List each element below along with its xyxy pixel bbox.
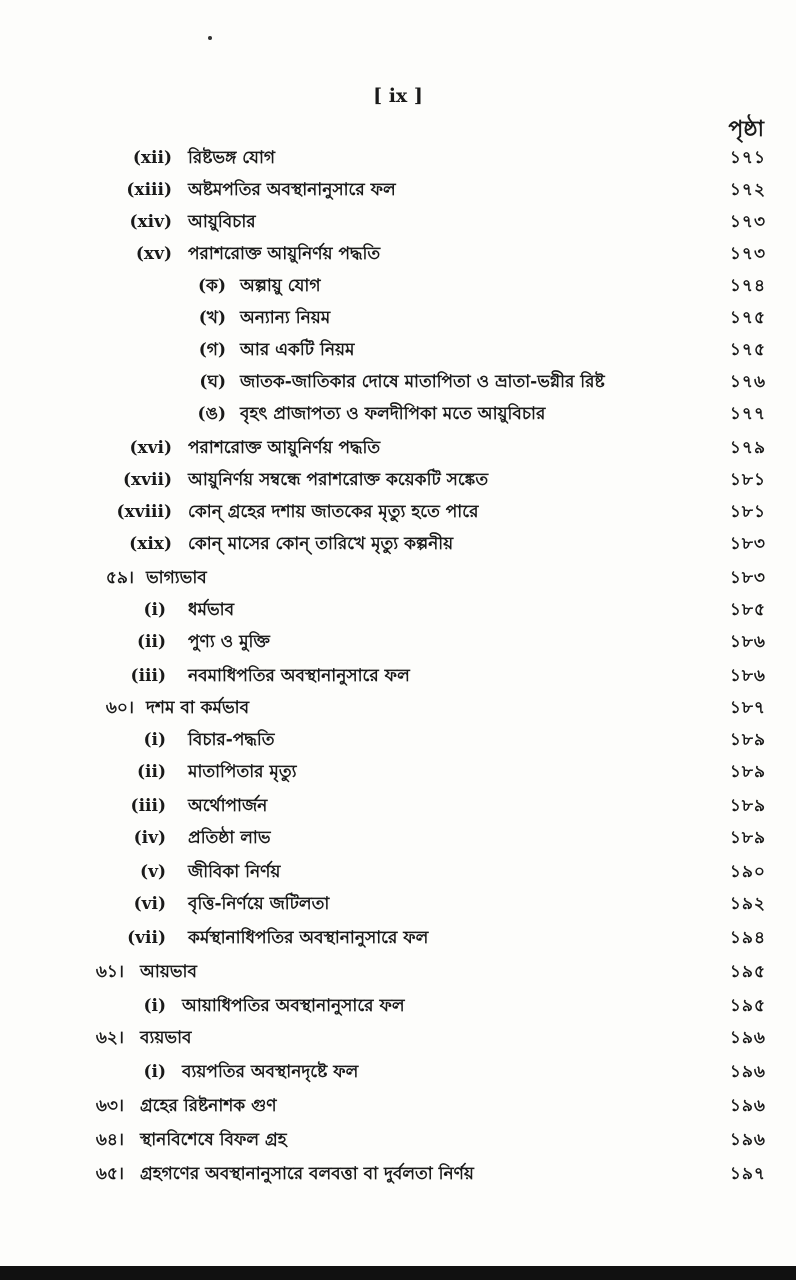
toc-entry-number: ৬৫।	[95, 1164, 124, 1184]
toc-entry-title: আয়াধিপতির অবস্থানানুসারে ফল	[182, 996, 405, 1016]
toc-entry-page: ১৮৯	[729, 730, 766, 750]
toc-entry	[0, 398, 796, 430]
toc-entry-title: ব্যয়ভাব	[140, 1028, 192, 1048]
toc-entry-number: (iv)	[133, 828, 166, 848]
toc-entry	[0, 790, 796, 822]
toc-entry	[0, 528, 796, 560]
toc-entry-page: ১৯৫	[729, 996, 766, 1016]
toc-entry	[0, 1090, 796, 1122]
toc-entry-number: ৬২।	[95, 1028, 124, 1048]
toc-entry-page: ১৭১	[729, 148, 766, 168]
ink-speck	[208, 36, 212, 40]
toc-entry-page: ১৭৪	[729, 276, 766, 296]
toc-entry-page: ১৭৯	[729, 438, 766, 458]
toc-entry-number: (ঙ)	[197, 404, 226, 424]
page-column-heading: পৃষ্ঠা	[728, 117, 764, 142]
toc-entry-title: পুণ্য ও মুক্তি	[188, 632, 270, 652]
toc-entry-title: অর্থোপার্জন	[188, 796, 268, 816]
toc-entry-page: ১৮৬	[729, 632, 766, 652]
toc-entry-number: (xv)	[135, 244, 172, 264]
toc-entry	[0, 206, 796, 238]
toc-entry-number: (iii)	[130, 796, 166, 816]
toc-entry-page: ১৮৯	[729, 762, 766, 782]
toc-entry	[0, 366, 796, 398]
toc-entry-page: ১৯০	[729, 862, 766, 882]
toc-entry	[0, 922, 796, 954]
toc-entry-title: অষ্টমপতির অবস্থানানুসারে ফল	[188, 180, 396, 200]
toc-entry-page: ১৯৭	[729, 1164, 766, 1184]
page-bottom-edge	[0, 1266, 796, 1280]
toc-entry-title: পরাশরোক্ত আয়ুনির্ণয় পদ্ধতি	[188, 438, 381, 458]
toc-entry	[0, 432, 796, 464]
toc-entry-title: গ্রহগণের অবস্থানানুসারে বলবত্তা বা দুর্বলতা নির্ণয়	[140, 1164, 474, 1184]
toc-entry	[0, 990, 796, 1022]
toc-entry-page: ১৭২	[729, 180, 766, 200]
toc-entry-title: অল্পায়ু যোগ	[240, 276, 321, 296]
toc-entry-number: (vii)	[127, 928, 166, 948]
toc-entry	[0, 302, 796, 334]
toc-entry	[0, 626, 796, 658]
toc-entry	[0, 856, 796, 888]
toc-entry-number: ৬৩।	[95, 1096, 124, 1116]
toc-entry-page: ১৯৬	[729, 1028, 766, 1048]
toc-entry	[0, 142, 796, 174]
toc-entry-number: (xvii)	[122, 470, 172, 490]
toc-entry-title: গ্রহের রিষ্টনাশক গুণ	[140, 1096, 277, 1116]
toc-entry-title: জাতক-জাতিকার দোষে মাতাপিতা ও ভ্রাতা-ভগ্নীর রিষ্ট	[240, 372, 605, 392]
toc-entry	[0, 270, 796, 302]
toc-entry-number: (ii)	[136, 632, 166, 652]
toc-entry-page: ১৯৬	[729, 1130, 766, 1150]
toc-entry-number: ৬১।	[95, 962, 124, 982]
toc-entry-number: (i)	[143, 600, 166, 620]
toc-entry	[0, 888, 796, 920]
toc-entry-title: জীবিকা নির্ণয়	[188, 862, 281, 882]
toc-entry-page: ১৯২	[729, 894, 766, 914]
toc-entry-page: ১৯৪	[729, 928, 766, 948]
toc-entry-page: ১৮১	[729, 502, 766, 522]
toc-entry-title: বিচার-পদ্ধতি	[188, 730, 275, 750]
toc-entry	[0, 464, 796, 496]
toc-entry-number: (i)	[143, 730, 166, 750]
toc-entry	[0, 334, 796, 366]
toc-entry	[0, 956, 796, 988]
toc-entry-title: নবমাধিপতির অবস্থানানুসারে ফল	[188, 666, 410, 686]
toc-entry-title: ব্যয়পতির অবস্থানদৃষ্টে ফল	[182, 1062, 359, 1082]
toc-entry-title: স্থানবিশেষে বিফল গ্রহ	[140, 1130, 287, 1150]
toc-entry-number: (vi)	[133, 894, 166, 914]
toc-entry-page: ১৮৯	[729, 796, 766, 816]
toc-entry-number: (v)	[140, 862, 166, 882]
toc-entry-page: ১৭৩	[729, 244, 766, 264]
toc-entry-title: আয়ুনির্ণয় সম্বন্ধে পরাশরোক্ত কয়েকটি সঙ্কেত	[188, 470, 489, 490]
toc-entry-title: কর্মস্থানাধিপতির অবস্থানানুসারে ফল	[188, 928, 429, 948]
toc-entry-page: ১৮১	[729, 470, 766, 490]
toc-entry-page: ১৭৫	[729, 308, 766, 328]
toc-entry	[0, 594, 796, 626]
toc-entry	[0, 1022, 796, 1054]
toc-entry-number: (iii)	[130, 666, 166, 686]
toc-entry-number: (xiv)	[129, 212, 172, 232]
toc-entry	[0, 1056, 796, 1088]
toc-entry	[0, 756, 796, 788]
toc-entry-page: ১৮৫	[729, 600, 766, 620]
toc-entry	[0, 692, 796, 724]
toc-entry-number: (xii)	[132, 148, 172, 168]
toc-entry-number: (xiii)	[126, 180, 172, 200]
toc-entry-page: ১৯৬	[729, 1096, 766, 1116]
toc-entry-page: ১৭৩	[729, 212, 766, 232]
toc-entry	[0, 496, 796, 528]
toc-entry	[0, 1124, 796, 1156]
toc-entry-page: ১৮৬	[729, 666, 766, 686]
toc-entry-number: ৬০।	[105, 698, 134, 718]
toc-entry	[0, 174, 796, 206]
toc-entry-page: ১৮৯	[729, 828, 766, 848]
toc-entry-page: ১৮৩	[729, 534, 766, 554]
toc-entry	[0, 562, 796, 594]
toc-entry-title: পরাশরোক্ত আয়ুনির্ণয় পদ্ধতি	[188, 244, 381, 264]
toc-entry-title: মাতাপিতার মৃত্যু	[188, 762, 297, 782]
toc-entry-title: দশম বা কর্মভাব	[146, 698, 250, 718]
toc-entry	[0, 238, 796, 270]
toc-entry-number: (xviii)	[116, 502, 172, 522]
toc-entry-title: রিষ্টভঙ্গ যোগ	[188, 148, 276, 168]
toc-entry	[0, 1158, 796, 1190]
toc-entry-page: ১৭৬	[729, 372, 766, 392]
toc-entry-number: (ঘ)	[199, 372, 226, 392]
toc-entry-page: ১৭৭	[729, 404, 766, 424]
page-number: [ ix ]	[373, 85, 423, 107]
toc-entry-title: বৃত্তি-নির্ণয়ে জটিলতা	[188, 894, 330, 914]
toc-entry-title: প্রতিষ্ঠা লাভ	[188, 828, 271, 848]
toc-entry-title: বৃহৎ প্রাজাপত্য ও ফলদীপিকা মতে আয়ুবিচার	[240, 404, 546, 424]
toc-entry-page: ১৮৭	[729, 698, 766, 718]
toc-entry-number: (i)	[143, 1062, 166, 1082]
toc-entry-title: আর একটি নিয়ম	[240, 340, 355, 360]
toc-entry-page: ১৭৫	[729, 340, 766, 360]
toc-entry-number: (xix)	[129, 534, 172, 554]
toc-entry	[0, 660, 796, 692]
toc-entry-title: ধর্মভাব	[188, 600, 235, 620]
toc-entry-number: (ক)	[198, 276, 226, 296]
toc-entry-title: আয়ভাব	[140, 962, 197, 982]
toc-entry-number: (খ)	[198, 308, 226, 328]
toc-entry-number: (xvi)	[129, 438, 172, 458]
toc-entry	[0, 822, 796, 854]
toc-entry-page: ১৯৬	[729, 1062, 766, 1082]
toc-entry-page: ১৯৫	[729, 962, 766, 982]
toc-entry-number: (ii)	[136, 762, 166, 782]
toc-entry-title: কোন্ মাসের কোন্ তারিখে মৃত্যু কল্পনীয়	[188, 534, 454, 554]
toc-entry-page: ১৮৩	[729, 568, 766, 588]
toc-entry-title: ভাগ্যভাব	[146, 568, 207, 588]
toc-entry-title: কোন্ গ্রহের দশায় জাতকের মৃত্যু হতে পারে	[188, 502, 479, 522]
toc-entry-number: ৫৯।	[105, 568, 134, 588]
toc-entry-title: আয়ুবিচার	[188, 212, 256, 232]
toc-entry-number: (i)	[143, 996, 166, 1016]
toc-entry-number: (গ)	[198, 340, 226, 360]
toc-entry-title: অন্যান্য নিয়ম	[240, 308, 331, 328]
toc-entry-number: ৬৪।	[95, 1130, 124, 1150]
toc-entry	[0, 724, 796, 756]
